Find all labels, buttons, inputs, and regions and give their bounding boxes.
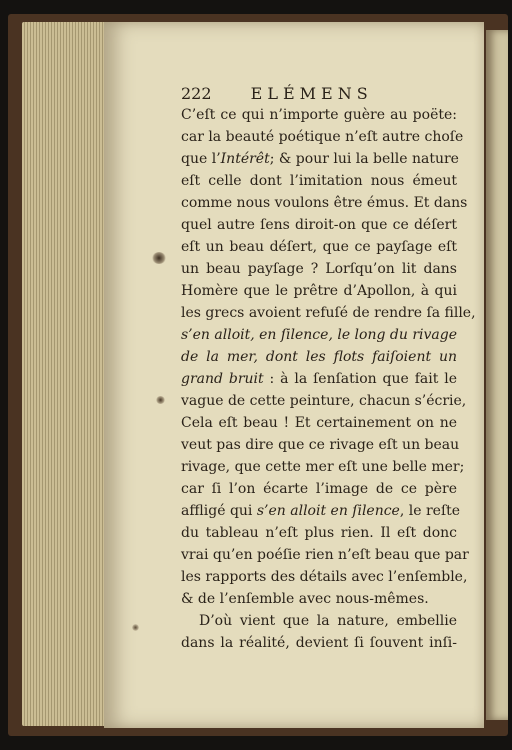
text-line <box>181 566 468 588</box>
text-line <box>181 522 457 544</box>
text-line <box>181 214 457 236</box>
text-line <box>181 588 457 610</box>
text-line <box>181 632 457 654</box>
body-text <box>181 104 476 654</box>
text-run: comme nous voulons être émus. Et dans <box>181 195 468 211</box>
page-number: 222 <box>181 84 212 103</box>
text-line <box>181 412 457 434</box>
text-line <box>181 544 469 566</box>
text-line <box>181 302 476 324</box>
text-run: C’eſt ce qui n’importe guère au poëte: <box>181 107 457 123</box>
text-line <box>181 610 457 632</box>
text-run: affligé qui <box>181 503 257 519</box>
text-line <box>181 192 468 214</box>
text-run: vrai qu’en poéſie rien n’eſt beau que par <box>181 547 469 563</box>
text-run: du tableau n’eſt plus rien. Il eſt donc <box>181 525 457 541</box>
text-run: un beau payſage ? Lorſqu’on lit dans <box>181 261 457 277</box>
text-run: quel autre ſens diroit-on que ce déſert <box>181 217 457 233</box>
text-run: & de l’enſemble avec nous-mêmes. <box>181 591 429 607</box>
text-run: : à la ſenſation que fait le <box>263 371 457 387</box>
foxing-spot <box>156 396 165 404</box>
text-line <box>181 434 460 456</box>
text-line <box>181 236 457 258</box>
text-line <box>181 478 457 500</box>
text-line <box>181 324 457 346</box>
italic-text: de la mer, dont les flots faiſoient un <box>181 349 457 365</box>
text-run: veut pas dire que ce rivage eſt un beau <box>181 437 460 453</box>
text-run: car la beauté poétique n’eſt autre choſe <box>181 129 464 145</box>
text-line <box>181 280 457 302</box>
text-run: dans la réalité, devient ſi ſouvent inſi- <box>181 635 457 651</box>
text-run: Homère que le prêtre d’Apollon, à qui <box>181 283 457 299</box>
text-line <box>181 456 465 478</box>
text-line <box>181 500 461 522</box>
text-run: , le reſte <box>399 503 461 519</box>
italic-text: Intérêt <box>220 151 270 167</box>
text-line <box>181 170 457 192</box>
running-title: ELÉMENS <box>250 84 373 103</box>
text-line <box>181 390 467 412</box>
text-line <box>181 368 457 390</box>
text-run: Cela eſt beau ! Et certainement on ne <box>181 415 457 431</box>
text-line <box>181 126 464 148</box>
text-line <box>181 346 457 368</box>
foxing-spot <box>132 624 139 631</box>
text-line <box>181 148 457 170</box>
italic-text: s’en alloit en ſilence <box>256 503 400 519</box>
text-line <box>181 258 457 280</box>
running-head <box>181 84 381 104</box>
text-run: les grecs avoient refuſé de rendre ſa fille, <box>181 305 476 321</box>
text-run: car ſi l’on écarte l’image de ce père <box>181 481 457 497</box>
italic-text: s’en alloit, en ſilence, le long du rivage <box>181 327 457 343</box>
text-run: eſt un beau déſert, que ce payſage eſt <box>181 239 457 255</box>
text-run: que l’ <box>181 151 221 167</box>
text-run: rivage, que cette mer eſt une belle mer; <box>181 459 465 475</box>
text-run: D’où vient que la nature, embellie <box>199 613 457 629</box>
text-run: les rapports des détails avec l’enſemble, <box>181 569 468 585</box>
facing-page-edge <box>486 30 508 720</box>
text-line <box>181 104 457 126</box>
foxing-spot <box>152 252 166 264</box>
page-edges <box>22 22 110 726</box>
text-run: ; & pour lui la belle nature <box>269 151 459 167</box>
text-run: eſt celle dont l’imitation nous émeut <box>181 173 457 189</box>
italic-text: grand bruit <box>181 371 264 387</box>
text-run: vague de cette peinture, chacun s’écrie, <box>181 393 467 409</box>
